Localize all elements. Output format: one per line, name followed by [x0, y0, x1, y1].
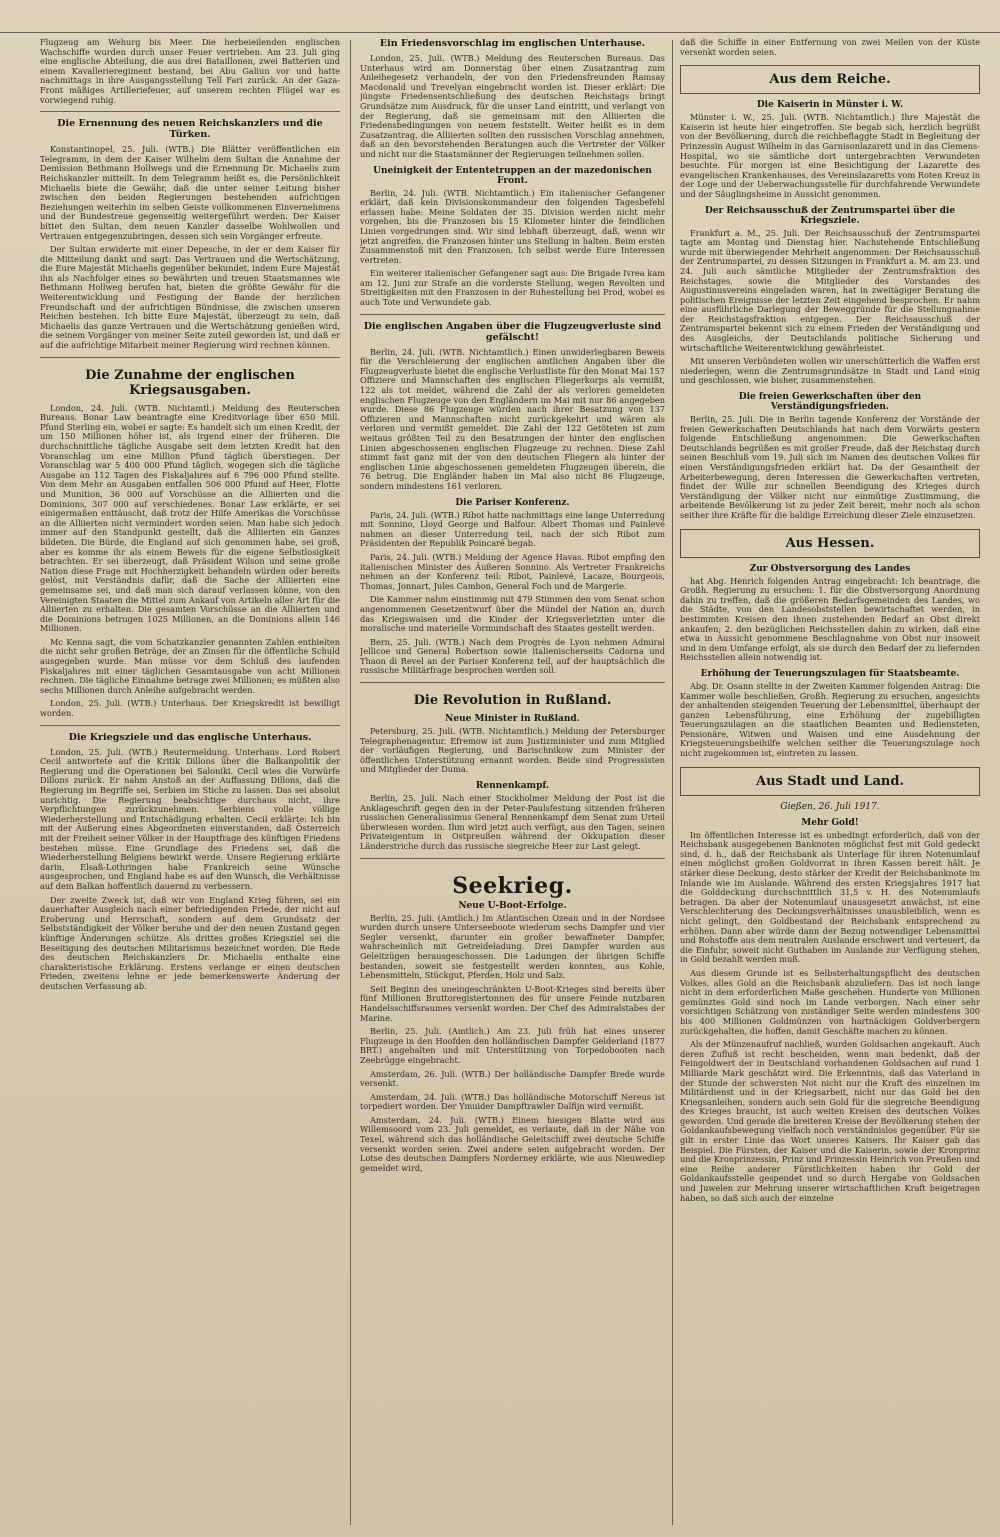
article-text: daß die Schiffe in einer Entfernung von zwei Meilen von der Küste versenkt worden seien. — [680, 38, 980, 57]
subheadline-minister: Neue Minister in Rußland. — [445, 714, 580, 725]
article-text: Aus diesem Grunde ist es Selbsterhaltungspflicht des deutschen Volkes, alles Gold an die Reichsbank abzuliefern. Das ist noch lange nicht in dem erforderlichen Maße geschehen. Hunderte von Millionen gemünztes Gold sind noch im Lande verborgen. Nach einer sehr vorsichtigen Schätzung von zuständiger Seite werden mindestens 300 bis 400 Millionen Goldmünzen von hartnäckigen Goldverbergern zurückgehalten, die hoffen, damit Geschäfte machen zu können. — [680, 967, 980, 1036]
divider — [360, 858, 665, 859]
subheadline-teuerungszulagen: Erhöhung der Teuerungszulagen für Staatsbeamte. — [700, 668, 960, 679]
article-text: Seit Beginn des uneingeschränkten U-Boot-Krieges sind bereits über fünf Millionen Bruttoregistertonnen des für unsere Feinde nutzbaren Handelsschiffsraumes versenkt worden. Der Chef des Admiralstabes der Marine. — [360, 983, 665, 1023]
article-text: Als der Münzenaufruf nachließ, wurden Goldsachen angekauft. Auch deren Zufluß ist recht bescheiden, wenn man bedenkt, daß der Feingoldwert der in Deutschland vorhandenen Goldsachen auf rund 1 Milliarde Mark geschätzt wird. Die Erkenntnis, daß das Vaterland in der Stunde der schwersten Not nicht nur die Kraft des einzelnen im Militärdienst und in der Kriegsarbeit, nicht nur das Gold bei den Kriegsanleihen, sondern auch sein Gold für die siegreiche Beendigung des Krieges braucht, ist auch weiten Kreisen des deutschen Volkes geworden. Und gerade die breiteren Kreise der Bevölkerung stehen der Goldankaufsbewegung vielfach noch verständnislos gegenüber. Für sie gilt in erster Linie das Wort unseres Kaisers. Ihr Kaiser gab das Beispiel. Die Fürsten, der Kaiser und die Kaiserin, sowie der Kronprinz und die Kronprinzessin, Prinz und Prinzessin Heinrich von Preußen und eine Reihe anderer Fürstlichkeiten haben ihr Gold der Goldankaufsstelle gespendet und so durch Hergabe von Goldsachen und Juwelen zur Mehrung unserer wirtschaftlichen Kraft beigetragen haben, so daß sich auch der einzelne — [680, 1039, 980, 1203]
article-text: Münster i. W., 25. Juli. (WTB. Nichtamtlich.) Ihre Majestät die Kaiserin ist heute hier eingetroffen. Sie begab sich, herzlich begrüßt von der Bevölkerung, durch die reichbeflaggte Stadt in Begleitung der Prinzessin August Wilhelm in das Garnisonlazarett und in das Clemens-Hospital, wo sie sämtliche dort untergebrachten Verwundeten besuchte. Für morgen ist eine Besichtigung der Lazarette des evangelischen Krankenhauses, des Vereinslazaretts vom Roten Kreuz in der Loge und der Ueberwachungsstelle für durchfahrende Verwundete und der Säuglingsheime in Aussicht genommen. — [680, 112, 980, 199]
divider — [40, 357, 340, 358]
headline-flugzeugverluste: Die englischen Angaben über die Flugzeugverluste sind gefälscht! — [363, 320, 662, 343]
subheadline-obstversorgung: Zur Obstversorgung des Landes — [749, 563, 911, 574]
article-text: Der zweite Zweck ist, daß wir von England Krieg führen, sei ein dauerhafter Ausgleich nach einer befriedigenden Friede, der nicht auf Eroberung und Herrschaft, sondern auf dem Grundsatz der Selbstständigkeit der Völker beruhe und der den neuen Zustand gegen künftige Änderungen schütze. Als drittes großes Kriegsziel sei die Beseitigung des deutschen Militarismus bezeichnet worden. Die Rede des deutschen Reichskanzlers Dr. Michaelis enthalte eine charakteristische Erklärung. Erstens verlange er einen deutschen Frieden, zweitens lehne er jede bemerkenswerte Änderung der deutschen Verfassung ab. — [40, 894, 340, 991]
article-text: Berlin, 25. Juli. Die in Berlin tagende Konferenz der Vorstände der freien Gewerkschaften Deutschlands hat nach dem Vorwärts gestern folgende Entschließung angenommen: Die Gewerkschaften Deutschlands begrüßen es mit großer Freude, daß der Reichstag durch seinen Beschluß vom 19. Juli sich im Namen des deutschen Volkes für einen Verständigungsfrieden erklärt hat. Da der Gesamtheit der Arbeiterbewegung, deren Interessen die Gewerkschaften vertreten, findet der Wille zur schnellen Beendigung des Krieges durch Verständigung der Völker nicht nur einmütige Zustimmung, die arbeitende Bevölkerung ist zu jeder Zeit bereit, mehr noch als schon seither ihre Kräfte für die baldige Erreichung dieser Ziele einzusetzen. — [680, 414, 980, 520]
headline-ententetruppen: Uneinigkeit der Ententetruppen an der mazedonischen Front. — [373, 165, 652, 186]
subheadline-mehr-gold: Mehr Gold! — [801, 817, 859, 828]
article-text: Amsterdam, 24. Juli. (WTB.) Das holländische Motorschiff Nereus ist torpediert worden. Der Ymuider Dampftrawler Dalfijn wird vermißt. — [360, 1091, 665, 1112]
headline-kriegsziele: Die Kriegsziele und das englische Unterhaus. — [68, 731, 312, 743]
article-text: Die Kammer nahm einstimmig mit 479 Stimmen den vom Senat schon angenommenen Gesetzentwurf über die Mündel der Nation an, durch das Kriegswaisen und die Kinder der Kriegsverletzten unter die moralische und materielle Vormundschaft des Staates gestellt werden. — [360, 594, 665, 634]
column-2 — [360, 38, 665, 1525]
article-text: London, 24. Juli. (WTB. Nichtamtl.) Meldung des Reuterschen Bureaus. Bonar Law beantragte eine Kreditvorlage über 650 Mill. Pfund Sterling ein, wobei er sagte: Es handelt sich um einen Kredit, der um 150 Millionen höher ist, als irgend einer der früheren. Die durchschnittliche tägliche Ausgabe seit dem letzten Kredit hat den Voranschlag um eine Million Pfund täglich überstiegen. Der Voranschlag war 5 400 000 Pfund täglich, wogegen sich die tägliche Ausgabe an 112 Tagen des Fiskaljahres auf 6 796 000 Pfund stellte. Von dem Mehr an Ausgaben entfallen 506 000 Pfund auf Heer, Flotte und Munition, 36 000 auf Vorschüsse an die Alliierten und die Dominions, 307 000 auf verschiedenes. Bonar Law erklärte, er sei einigermaßen enttäuscht, daß trotz der Hilfe Amerikas die Vorschüsse an die Alliierten nicht vermindert worden seien. Man habe sich jedoch immer auf den Standpunkt gestellt, daß die Alliierten ein Ganzes bildeten. Die Bürde, die England auf sich genommen habe, sei groß, aber es komme ihr als einem Beweis für die eigene Selbstlosigkeit betrachten. Er sei überzeugt, daß Präsident Wilson und seine große Nation diese Frage mit Hochherzigkeit behandeln würden oder bereits gelöst, mit Verständnis dafür, daß die Sache der Alliierten eine gemeinsame sei, und daß man sich darauf verlassen könne, von den Vereinigten Staaten die Mittel zum Ankauf von Artikeln aller Art für die Alliierten zu erhalten. Die gesamten Vorschüsse an die Alliierten und die Dominions betrugen 1025 Millionen, an die Dominions allein 146 Millionen. — [40, 402, 340, 634]
article-text: Paris, 24. Juli. (WTB.) Meldung der Agence Havas. Ribot empfing den italienischen Minister des Äußeren Sonnino. Als Vertreter Frankreichs nehmen an der Konferenz teil: Ribot, Painlevé, Lacaze, Bourgeois, Thomas, Jonnart, Jules Cambon, General Foch und de Margerie. — [360, 551, 665, 591]
subheadline-u-boot: Neue U-Boot-Erfolge. — [458, 900, 567, 911]
article-text: Mit unseren Verbündeten wollen wir unerschütterlich die Waffen erst niederlegen, wenn die Zentrumsgrundsätze in Stadt und Land einig und geschlossen, wie bisher, zusammenstehen. — [680, 356, 980, 386]
subheadline-rennenkampf: Rennenkampf. — [475, 781, 550, 792]
article-text: London, 25. Juli. (WTB.) Meldung des Reuterschen Bureaus. Das Unterhaus wird am Donnerstag über einen Zusatzantrag zum Anleihegesetz verhandeln, der von den Friedensfreunden Ramsay Macdonald und Trevelyan eingebracht worden ist. Dieser erklärt: Die jüngste Friedensentschließung des deutschen Reichstags bringt Grundsätze zum Ausdruck, für die unser Land eintritt, und verlangt von der Regierung, daß sie gemeinsam mit den Alliierten die Friedensbedingungen von neuem feststellt. Weiter heißt es in dem Zusatzantrag, die Alliierten sollten den russischen Vorschlag annehmen, daß an den bevorstehenden Beratungen auch die Vertreter der Völker und nicht nur die Staatsmänner der Regierungen teilnehmen sollen. — [360, 53, 665, 159]
divider — [40, 111, 340, 112]
headline-reichskanzler: Die Ernennung des neuen Reichskanzlers und die Türken. — [57, 118, 323, 141]
article-text: Paris, 24. Juli. (WTB.) Ribot hatte nachmittags eine lange Unterredung mit Sonnino, Lloyd George und Balfour. Albert Thomas und Painlevé nahmen an dieser Unterredung teil, nach der sich Ribot zum Präsidenten der Republik Poincaré begab. — [360, 509, 665, 549]
article-text: Amsterdam, 24. Juli. (WTB.) Einem hiesigen Blatte wird aus Willemsoord vom 23. Juli gemeldet, es verlaute, daß in der Nähe von Texel, während sich das holländische Geleitschiff zwei deutsche Schiffe versenkt worden seien. Zwei andere seien aufgebracht worden. Der Lotse des deutschen Dampfers Norderney erklärte, wie aus Nieuwediep gemeldet wird, — [360, 1114, 665, 1173]
section-title-stadt-land: Aus Stadt und Land. — [756, 773, 904, 789]
section-box-reich — [680, 65, 980, 94]
column-1 — [40, 38, 340, 1525]
headline-kriegsausgaben: Die Zunahme der englischen Kriegsausgaben. — [85, 367, 295, 398]
article-text: London, 25. Juli. (WTB.) Reutermeldung. Unterhaus. Lord Robert Cecil antwortete auf die Kritik Dillons über die Balkanpolitik der Regierung und die Operationen bei Saloniki. Cecil wies die Vorwürfe Dillons zurück. Er nahm Anstoß an der Auffassung Dillons, daß die Regierung im Begriffe sei, Serbien im Stiche zu lassen. Das sei absolut unrichtig. Die Regierung beabsichtige durchaus nicht, ihre Verpflichtungen zurückzunehmen. Serbiens volle völlige Wiederherstellung und Entschädigung erhalten. Cecil erklärte: Ich bin mit der Äußerung eines Abgeordneten einverstanden, daß Österreich mit der Freiheit seiner Völker in der Hauptfrage des künftigen Friedens bestehen müsse. Eine Grundlage des Friedens sei, daß die Wiederherstellung Belgiens bewirkt werde. Unsere Regierung erklärte darin, Elsaß-Lothringen habe Frankreich seine Wünsche ausgesprochen, und England habe es auf den Wunsch, die Verhältnisse auf dem Balkan hoffentlich dauernd zu verbessern. — [40, 746, 340, 891]
article-text: Mc Kenna sagt, die vom Schatzkanzler genannten Zahlen enthielten die nicht sehr großen Beträge, der an Zinsen für die öffentliche Schuld ausgegeben wurde. Man müsse vor dem Schluß des laufenden Fiskaljahres mit einer täglichen Gesamtausgabe von acht Millionen rechnen. Die tägliche Einnahme betrage zwei Millionen; es müßten also sechs Millionen durch Anleihe aufgebracht werden. — [40, 636, 340, 695]
article-text: Amsterdam, 26. Juli. (WTB.) Der holländische Dampfer Brede wurde versenkt. — [360, 1068, 665, 1089]
article-text: Der Sultan erwiderte mit einer Depesche, in der er dem Kaiser für die Mitteilung dankt und sagt: Das Vertrauen und die Wertschätzung, die Eure Majestät Michaelis gegenüber bekundet, indem Eure Majestät ihn als Nachfolger eines so bewährten und treuen Staatsmannes wie Bethmann Hollweg berufen hat, bieten die größte Gewähr für die Weiterentwicklung und Festigung der Bande der herzlichen Freundschaft und der aufrichtigen Bündnisse, die zwischen unseren Reichen bestehen. Ich bitte Eure Majestät, überzeugt zu sein, daß Michaelis das ganze Vertrauen und die Wertschätzung genießen wird, die seinem Vorgänger von meiner Seite zuteil geworden ist, und daß er auf die aufrichtige Mitarbeit meiner Regierung wird rechnen können. — [40, 244, 340, 351]
article-text: Flugzeug am Wehurg bis Meer. Die herbeieilenden englischen Wachschiffe wurden durch unser Feuer vertrieben. Am 23. Juli ging eine englische Abteilung, die aus drei Bataillonen, zwei Batterien und einem Kavallerieregiment bestand, bei Abu Galiun vor und hatte nachmittags in ihre Ausgangsstellung Tell Fari zurück. An der Gaza-Front mäßiges Artilleriefeuer, auf unserem rechten Flügel war es vorwiegend ruhig. — [40, 38, 340, 105]
top-rule — [0, 32, 1000, 33]
dateline: Gießen, 26. Juli 1917. — [780, 801, 880, 812]
section-title-aus-hessen: Aus Hessen. — [785, 535, 875, 551]
article-text: Im öffentlichen Interesse ist es unbedingt erforderlich, daß von der Reichsbank ausgegebenen Banknoten möglichst fest mit Gold gedeckt sind, d. h., daß der Reichsbank als Unterlage für ihren Notenumlauf einen möglichst großen Goldvorrat in ihren Kassen bereit hält. Je stärker diese Deckung, desto stärker der Kredit der Reichsbanknote im Inlande wie im Auslande. Während des ersten Kriegsjahres 1917 hat die Golddeckung durchschnittlich 31,5 v. H. des Notenumlaufs betragen. Da aber der Notenumlauf unausgesetzt anwächst, ist eine Verschlechterung des Deckungsverhältnisses unausbleiblich, wenn es nicht gelingt, den Goldbestand der Reichsbank entsprechend zu erhöhen. Dann aber würde dann der Bezug notwendiger Lebensmittel und Rohstoffe aus dem neutralen Auslande erschwert und verteuert, da die Einfuhr, soweit nicht Guthaben im Auslande zur Verfügung stehen, in Gold bezahlt werden muß. — [680, 829, 980, 965]
headline-pariser-konferenz: Die Pariser Konferenz. — [455, 497, 570, 508]
column-rule-2 — [672, 40, 673, 1525]
article-text: Berlin, 25. Juli. (Amtlich.) Am 23. Juli früh hat eines unserer Flugzeuge in den Hoofden den holländischen Dampfer Gelderland (1877 BRT.) angehalten und mit Unterstützung von Torpedobooten nach Zeebrügge eingebracht. — [360, 1026, 665, 1065]
column-3 — [680, 38, 980, 1525]
article-text: hat Abg. Henrich folgenden Antrag eingebracht: Ich beantrage, die Großh. Regierung zu ersuchen: 1. für die Obstversorgung Anordnung dahin zu treffen, daß die größeren Bedarfsgemeinden des Landes, wo die Städte, von den Landesobststellen bewirtschaftet werden, in bestimmten Kreisen den ihnen zustehenden Bedarf an Obst direkt ankaufen; 2. den bezüglichen Reichsstellen dahin zu wirken, daß eine etwa in Aussicht genommene Beschlagnahme von Obst nur insoweit und in dem Umfange erfolgt, als sie durch den Bedarf der zu liefernden Reichsstellen allein notwendig ist. — [680, 575, 980, 663]
article-text: Petersburg, 25. Juli. (WTB. Nichtamtlich.) Meldung der Petersburger Telegraphenagentur. Efremow ist zum Justizminister und zum Mitglied der vorläufigen Regierung, und Barischnikow zum Minister der öffentlichen Unterstützung ernannt worden. Beide sind Progressisten und Mitglieder der Duma. — [360, 726, 665, 775]
article-text: Berlin, 25. Juli. (Amtlich.) Im Atlantischen Ozean und in der Nordsee wurden durch unsere Unterseeboote wiederum sechs Dampfer und vier Segler versenkt, darunter ein großer bewaffneter Dampfer, wahrscheinlich mit Getreideladung. Drei Dampfer wurden aus Geleitzügen herausgeschossen. Die Ladungen der übrigen Schiffe bestanden, soweit sie festgestellt werden konnten, aus Kohle, Lebensmitteln, Stückgut, Pferden, Holz und Salz. — [360, 912, 665, 981]
headline-friedensvorschlag: Ein Friedensvorschlag im englischen Unterhause. — [379, 38, 646, 49]
headline-zentrumspartei: Der Reichsausschuß der Zentrumspartei über die Kriegsziele. — [704, 205, 956, 226]
headline-gewerkschaften: Die freien Gewerkschaften über den Verständigungsfrieden. — [738, 392, 922, 413]
section-box-stadt-land — [680, 767, 980, 796]
article-text: Frankfurt a. M., 25. Juli. Der Reichsausschuß der Zentrumspartei tagte am Montag und Dienstag hier. Nachstehende Entschließung wurde mit überwiegender Mehrheit angenommen: Der Reichsausschuß der Zentrumspartei, zu dessen Sitzungen in Frankfurt a. M. am 23. und 24. Juli auch sämtliche Mitglieder der Zentrumsfraktion des Reichstages, sowie die Mitglieder des Vorstandes des Augustinusvereins eingeladen waren, hat in zweitägiger Beratung die politischen Ereignisse der letzten Zeit eingehend besprochen. Er nahm eine ausführliche Darlegung der Beweggründe für die Stellungnahme der Reichstagsfraktion entgegen. Der Reichsausschuß der Zentrumspartei bekennt sich zu einem Frieden der Verständigung und des Ausgleichs, der Deutschlands politische Sicherung und wirtschaftliche Weiterentwicklung gewährleistet. — [680, 227, 980, 353]
headline-revolution: Die Revolution in Rußland. — [413, 693, 612, 709]
headline-seekrieg: Seekrieg. — [452, 872, 573, 899]
article-text: Berlin, 25. Juli. Nach einer Stockholmer Meldung der Post ist die Anklageschrift gegen den in der Peter-Paulsfestung sitzenden früheren russischen Generalissimus General Rennenkampf dem Senat zum Urteil überwiesen worden. Ihm wird jetzt auch verfügt, aus den Tagen, seinen Privateigentum in Ostpreußen während der Okkupation dieser Länderstriche durch das russische siegreiche Heer zur Last gelegt. — [360, 793, 665, 851]
column-rule-1 — [350, 40, 351, 1525]
divider — [40, 725, 340, 726]
article-text: London, 25. Juli. (WTB.) Unterhaus. Der Kriegskredit ist bewilligt worden. — [40, 698, 340, 719]
subheadline-kaiserin: Die Kaiserin in Münster i. W. — [756, 100, 904, 111]
article-text: Konstantinopel, 25. Juli. (WTB.) Die Blätter veröffentlichen ein Telegramm, in dem der Kaiser Wilhelm dem Sultan die Annahme der Demission Bethmann Hollwegs und die Ernennung Dr. Michaelis zum Reichskanzler mitteilt. In dem Telegramm heißt es, die Persönlichkeit Michaelis biete die Gewähr, daß die unter seiner Leitung bisher zwischen den beiden Regierungen bestehenden aufrichtigen Beziehungen weiterhin im selben Geiste vollkommenen Einvernehmens und der Bundestreue gegenseitig weitergeführt werden. Der Kaiser bittet den Sultan, dem neuen Kanzler dasselbe Wohlwollen und Vertrauen entgegenzubringen, dessen sich sein Vorgänger erfreute. — [40, 144, 340, 241]
article-text: Abg. Dr. Osann stellte in der Zweiten Kammer folgenden Antrag: Die Kammer wolle beschließen, Großh. Regierung zu ersuchen, angesichts der anhaltenden steigenden Teuerung der Lebensmittel, überhaupt der ganzen Lebensführung, eine Erhöhung der zugebilligten Teuerungszulagen an die staatlichen Beamten und Bediensteten, Pensionäre, Witwen und Waisen und eine Ausdehnung der Kriegsteuerungsbeihilfe welchen seither die Teuerungszulage noch nicht zugekommen ist, eintreten zu lassen. — [680, 680, 980, 759]
divider — [360, 682, 665, 683]
section-box-hessen — [680, 529, 980, 558]
divider — [360, 314, 665, 315]
article-text: Bern, 25. Juli. (WTB.) Nach dem Progrès de Lyon nehmen Admiral Jellicoe und General Robertson sowie italienischerseits Cadorna und Thaon di Revel an der Pariser Konferenz teil, auf der hauptsächlich die russische Militärfrage besprochen werden soll. — [360, 636, 665, 676]
article-text: Berlin, 24. Juli. (WTB. Nichtamtlich.) Einen unwiderlegbaren Beweis für die Verschleierung der englischen amtlichen Angaben über die Flugzeugverluste bietet die englische Verlustliste für den Monat Mai 157 Offiziere und Mannschaften des englischen Fliegerkorps als vermißt, 122 als tot meldet, während die Zahl der als verloren gemeldeten englischen Flugzeuge von den Engländern im Mai mit nur 86 angegeben wurde. Diese 86 Flugzeuge würden nach ihrer Besatzung von 137 Offizieren und Mannschaften nicht zurückgekehrt und wären als verloren und vermißt gemeldet. Die Zahl der 122 Getöteten ist zum weitaus größten Teil zu den Besatzungen der hinter den englischen Linien abgeschossenen englischen Flugzeuge zu rechnen. Diese Zahl stimmt fast ganz mit der von den deutschen Fliegern als hinter der englischen Linie abgeschossenen gemeldeten Flugzeugen überein, die 76 betrug. Die Engländer haben im Mai also nicht 86 Flugzeuge, sondern mindestens 161 verloren. — [360, 346, 665, 491]
section-title-aus-dem-reiche: Aus dem Reiche. — [769, 72, 891, 88]
article-text: Berlin, 24. Juli. (WTB. Nichtamtlich.) Ein italienischer Gefangener erklärt, daß kein Divisionskommandeur den folgenden Tagesbefehl erlassen habe: Meine Soldaten der 35. Division werden nicht mehr vorgehen, bis die Franzosen bis 15 Kilometer hinter die feindlichen Linien vorgedrungen sind. Wir sind lebhaft überzeugt, daß, wenn wir jetzt angreifen, die Franzosen hinter uns Stellung in halten. Beim ersten Zusammenstoß mit den Franzosen. Ich selbst werde Eure Interessen vertreten. — [360, 187, 665, 265]
article-text: Ein weiterer italienischer Gefangener sagt aus: Die Brigade Ivrea kam am 12. Juni zur Strafe an die vorderste Stellung, wegen Revolten und Streitigkeiten mit den Franzosen in der Ruhestellung bei Prod, wobei es auch Tote und Verwundete gab. — [360, 268, 665, 308]
